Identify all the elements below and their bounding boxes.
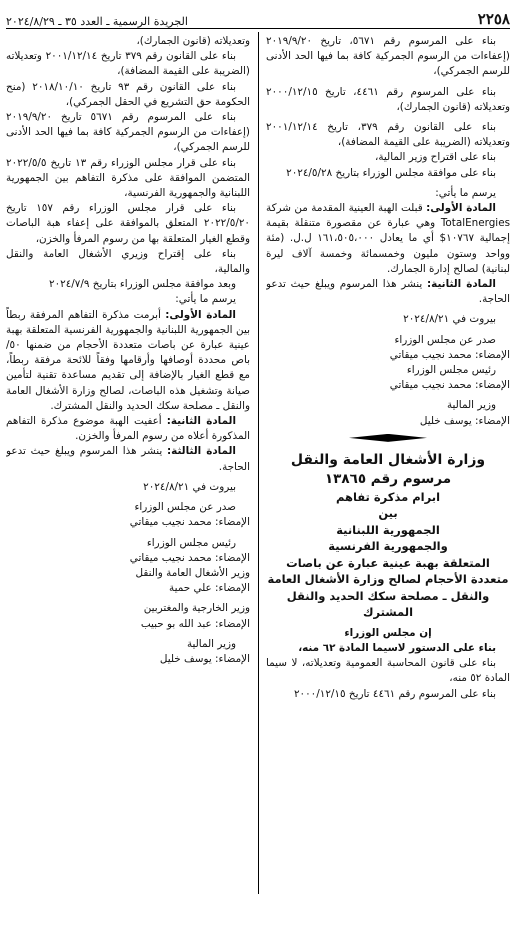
decree-subject: المتعلقة بهبة عينية عبارة عن باصات متعددة الأحجام لصالح وزارة الأشغال العامة والنقل ـ مصلحة سكك الحديد والنقل المشترك (267, 555, 509, 620)
article-3 (6, 444, 250, 474)
recital: بناء على المرسوم رقم ٥٦٧١ تاريخ ٢٠١٩/٩/٢٠ (إعفاءات من الرسوم الجمركية كافة بما فيها الحد الأدنى للرسم الجمركي)، (6, 111, 250, 154)
signature-line: رئيس مجلس الوزراء (406, 364, 496, 377)
signature-line: الإمضاء: محمد نجيب ميقاتي (129, 551, 250, 564)
right-column (266, 34, 510, 894)
issue-date: بيروت في ٢٠٢٤/٨/٢١ (403, 313, 496, 326)
article-1 (6, 308, 250, 414)
section-ornament (349, 434, 427, 442)
recital: بناء على اقتراح وزير المالية، (374, 151, 496, 164)
recital: بناء على القانون رقم ٩٣ تاريخ ٢٠١٨/١٠/١٠ (منح الحكومة حق التشريع في الحقل الجمركي)، (6, 80, 250, 108)
decrees-heading: يرسم ما يأتي: (435, 186, 496, 199)
signature-line: وزير المالية (446, 399, 496, 412)
recital: بناء على القانون رقم ٣٧٩ تاريخ ٢٠٠١/١٢/١٤ وتعديلاته (الضريبة على القيمة المضافة)، (6, 50, 250, 78)
recital: بناء على قرار مجلس الوزراء رقم ١٥٧ تاريخ ٢٠٢٢/٥/٢٠ المتعلق بالموافقة على إعفاء هبة الباصات وقطع الغيار المتعلقة بها من رسوم المرفأ والخزن، (6, 202, 250, 245)
signature-line: الإمضاء: محمد نجيب ميقاتي (129, 516, 250, 529)
issue-date: بيروت في ٢٠٢٤/٨/٢١ (143, 480, 236, 493)
recital: بناء على قرار مجلس الوزراء رقم ١٣ تاريخ ٢٠٢٢/٥/٥ المتضمن الموافقة على مذكرة التفاهم بين الجمهورية اللبنانية والجمهورية الفرنسية، (6, 156, 250, 200)
signature-line: صدر عن مجلس الوزراء (394, 333, 496, 346)
signature-line: الإمضاء: يوسف خليل (419, 414, 510, 427)
signature-line: رئيس مجلس الوزراء (146, 536, 236, 549)
signatures (266, 333, 510, 429)
page-number: ٢٢٥٨ (477, 10, 510, 28)
recital: بناء على الدستور لاسيما المادة ٦٢ منه، (298, 642, 496, 655)
left-column (6, 34, 250, 894)
council-heading: إن مجلس الوزراء (344, 626, 432, 639)
recital: بناء على القانون رقم ٣٧٩، تاريخ ٢٠٠١/١٢/١٤ وتعديلاته (الضريبة على القيمة المضافة)، (266, 121, 510, 149)
signature-line: وزير المالية (186, 637, 236, 650)
page-header (6, 6, 510, 29)
article-2 (6, 414, 250, 444)
running-head: الجريدة الرسمية ـ العدد ٣٥ ـ ٢٠٢٤/٨/٢٩ (6, 15, 188, 28)
article-text: أعفيت الهبة موضوع مذكرة التفاهم المذكورة أعلاه من رسوم المرفأ والخزن. (6, 415, 250, 443)
article-text: أبرمت مذكرة التفاهم المرفقة ربطاً بين الجمهورية اللبنانية والجمهورية الفرنسية المتعلقة بهبة عينية عبارة عن باصات متعددة الأحجام من ضمنها ٥٠/ باص محددة أوصافها وأرقامها وفقاً للائحة مرفقة ربطاً، مع قطع الغيار بالإضافة إلى تقديم مساعدة تقنية لتأمين صيانة وتشغيل هذه الباصات، لصالح وزارة الأشغال العامة والنقل ـ مصلحة سكك الحديد والنقل المشترك. (6, 308, 250, 412)
column-divider (258, 32, 259, 894)
recital: بناء على المرسوم رقم ٤٤٦١ تاريخ ٢٠٠٠/١٢/١٥ (293, 687, 496, 700)
signature-line: وزير الخارجية والمغتربين (143, 602, 250, 615)
recital: بناء على المرسوم رقم ٥٦٧١، تاريخ ٢٠١٩/٩/٢٠ (إعفاءات من الرسوم الجمركية كافة بما فيها الحد الأدنى للرسم الجمركي)، (266, 35, 510, 78)
decrees-heading: يرسم ما يأتي: (175, 293, 236, 306)
decree-number: مرسوم رقم ١٣٨٦٥ (324, 470, 452, 487)
article-2 (266, 277, 510, 307)
signature-line: الإمضاء: يوسف خليل (159, 652, 250, 665)
article-text: قبلت الهبة العينية المقدمة من شركة TotalEnergies وهي عبارة عن مقصورة متنقلة بقيمة إجمالية ١٠٧٦٧$ أي ما يعادل ١٦١،٥٠٥،٠٠٠ ل.ل. (مئة وواحد وستون مليون وخمسمائة وخمسة آلاف ليرة لبنانية) لصالح إدارة الجمارك. (266, 202, 510, 275)
signatures (6, 500, 250, 667)
article-label: المادة الأولى: (165, 308, 236, 321)
signature-line: الإمضاء: محمد نجيب ميقاتي (389, 348, 510, 361)
ministry-title: وزارة الأشغال العامة والنقل (290, 451, 486, 468)
article-text: ينشر هذا المرسوم ويبلغ حيث تدعو الحاجة. (266, 278, 510, 306)
recital: بناء على إقتراح وزيري الأشغال العامة والنقل والمالية، (6, 247, 250, 276)
article-1 (266, 201, 510, 277)
recital: بناء على قانون المحاسبة العمومية وتعديلاته، لا سيما المادة ٥٢ منه، (266, 657, 510, 685)
decree-title-line: بين (378, 506, 398, 521)
article-label: المادة الثانية: (426, 278, 496, 291)
signature-line: صدر عن مجلس الوزراء (134, 501, 236, 514)
decree-title-line: ابرام مذكرة تفاهم (335, 489, 441, 504)
signature-line: الإمضاء: محمد نجيب ميقاتي (389, 379, 510, 392)
signature-line: الإمضاء: علي حمية (169, 582, 250, 595)
article-label: المادة الثانية: (166, 415, 237, 428)
decree-title-line: والجمهورية الفرنسية (328, 539, 448, 554)
signature-line: وزير الأشغال العامة والنقل (135, 566, 250, 579)
article-label: المادة الثالثة: (166, 445, 236, 458)
article-text: ينشر هذا المرسوم ويبلغ حيث تدعو الحاجة. (6, 445, 250, 473)
recital: وبعد موافقة مجلس الوزراء بتاريخ ٢٠٢٤/٧/٩ (48, 278, 236, 291)
recital: بناء على موافقة مجلس الوزراء بتاريخ ٢٠٢٤/٥/٢٨ (286, 166, 496, 179)
article-label: المادة الأولى: (426, 202, 496, 215)
recital: وتعديلاته (قانون الجمارك)، (136, 35, 250, 47)
recital: بناء على المرسوم رقم ٤٤٦١، تاريخ ٢٠٠٠/١٢/١٥ وتعديلاته (قانون الجمارك)، (266, 85, 510, 113)
signature-line: الإمضاء: عبد الله بو حبيب (140, 617, 250, 630)
decree-title-line: الجمهورية اللبنانية (336, 522, 440, 537)
